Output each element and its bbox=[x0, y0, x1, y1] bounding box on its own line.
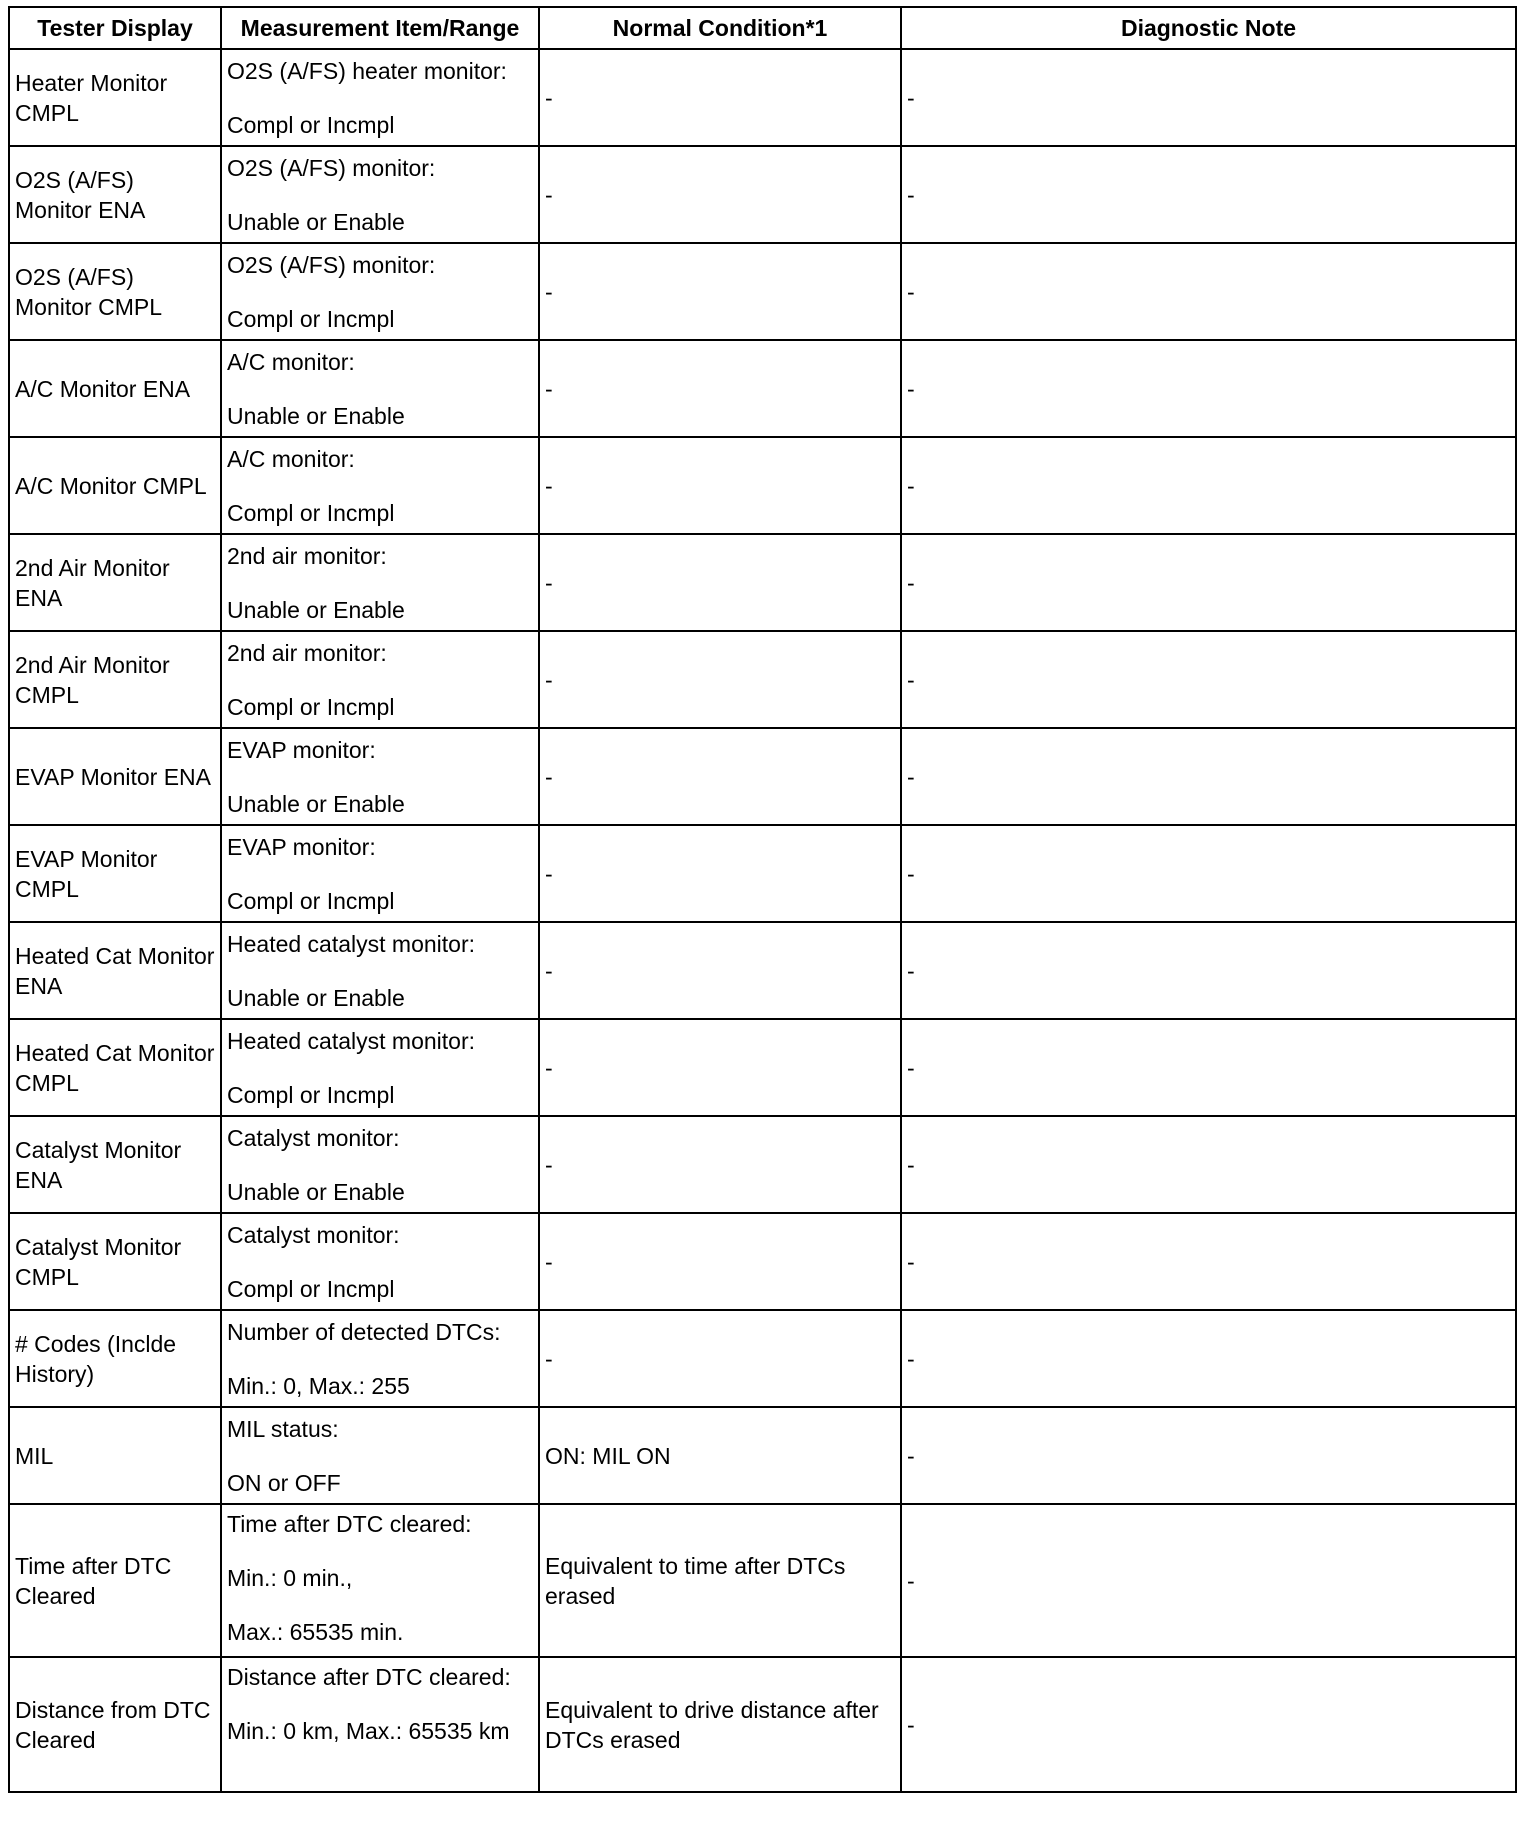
table-row bbox=[9, 1504, 1516, 1657]
cell-tester-display: Catalyst Monitor CMPL bbox=[9, 1213, 221, 1310]
cell-measurement-range bbox=[221, 146, 539, 243]
cell-tester-display: 2nd Air Monitor CMPL bbox=[9, 631, 221, 728]
table-row bbox=[9, 1019, 1516, 1116]
cell-measurement-range bbox=[221, 1019, 539, 1116]
measurement-range-line: Min.: 0, Max.: 255 bbox=[227, 1372, 410, 1399]
measurement-range-line: Unable or Enable bbox=[227, 790, 405, 817]
cell-measurement-range bbox=[221, 728, 539, 825]
measurement-range-line: 2nd air monitor: bbox=[227, 639, 387, 666]
measurement-range-line: 2nd air monitor: bbox=[227, 542, 387, 569]
table-row bbox=[9, 1657, 1516, 1792]
table-row bbox=[9, 1407, 1516, 1504]
measurement-range-line: A/C monitor: bbox=[227, 445, 355, 472]
cell-diagnostic-note: - bbox=[901, 243, 1516, 340]
header-normal-condition: Normal Condition*1 bbox=[539, 7, 901, 49]
measurement-range-line: ON or OFF bbox=[227, 1469, 341, 1496]
cell-diagnostic-note: - bbox=[901, 728, 1516, 825]
cell-diagnostic-note: - bbox=[901, 631, 1516, 728]
cell-measurement-range bbox=[221, 1407, 539, 1504]
cell-diagnostic-note: - bbox=[901, 1504, 1516, 1657]
cell-diagnostic-note: - bbox=[901, 1213, 1516, 1310]
measurement-range-line: Compl or Incmpl bbox=[227, 887, 395, 914]
measurement-range-line: Compl or Incmpl bbox=[227, 1081, 395, 1108]
cell-normal-condition: - bbox=[539, 825, 901, 922]
cell-tester-display: A/C Monitor CMPL bbox=[9, 437, 221, 534]
cell-measurement-range bbox=[221, 1657, 539, 1792]
measurement-range-line: MIL status: bbox=[227, 1415, 339, 1442]
cell-diagnostic-note: - bbox=[901, 146, 1516, 243]
table-row bbox=[9, 534, 1516, 631]
cell-diagnostic-note: - bbox=[901, 1019, 1516, 1116]
cell-normal-condition: - bbox=[539, 728, 901, 825]
table-row bbox=[9, 728, 1516, 825]
cell-tester-display: O2S (A/FS) Monitor ENA bbox=[9, 146, 221, 243]
measurement-range-line: Heated catalyst monitor: bbox=[227, 1027, 476, 1054]
cell-measurement-range bbox=[221, 1504, 539, 1657]
measurement-range-line: Compl or Incmpl bbox=[227, 305, 395, 332]
cell-normal-condition: - bbox=[539, 1019, 901, 1116]
cell-normal-condition: - bbox=[539, 534, 901, 631]
cell-normal-condition: - bbox=[539, 243, 901, 340]
measurement-range-line: EVAP monitor: bbox=[227, 833, 376, 860]
cell-measurement-range bbox=[221, 1116, 539, 1213]
cell-diagnostic-note: - bbox=[901, 49, 1516, 146]
cell-diagnostic-note: - bbox=[901, 534, 1516, 631]
cell-measurement-range bbox=[221, 340, 539, 437]
table-row bbox=[9, 631, 1516, 728]
measurement-range-line: O2S (A/FS) monitor: bbox=[227, 251, 436, 278]
measurement-range-line: Unable or Enable bbox=[227, 1178, 405, 1205]
cell-measurement-range bbox=[221, 1310, 539, 1407]
measurement-range-line: Number of detected DTCs: bbox=[227, 1318, 501, 1345]
measurement-range-line: Unable or Enable bbox=[227, 402, 405, 429]
measurement-range-line: Unable or Enable bbox=[227, 208, 405, 235]
table-body bbox=[9, 49, 1516, 1792]
measurement-range-line: Catalyst monitor: bbox=[227, 1221, 400, 1248]
table-row bbox=[9, 243, 1516, 340]
measurement-range-line: EVAP monitor: bbox=[227, 736, 376, 763]
cell-normal-condition: - bbox=[539, 340, 901, 437]
table-row bbox=[9, 49, 1516, 146]
cell-measurement-range bbox=[221, 1213, 539, 1310]
measurement-range-line: A/C monitor: bbox=[227, 348, 355, 375]
table-row bbox=[9, 146, 1516, 243]
measurement-range-line: O2S (A/FS) heater monitor: bbox=[227, 57, 507, 84]
header-diagnostic-note: Diagnostic Note bbox=[901, 7, 1516, 49]
measurement-range-line: Heated catalyst monitor: bbox=[227, 930, 476, 957]
cell-tester-display: Catalyst Monitor ENA bbox=[9, 1116, 221, 1213]
cell-diagnostic-note: - bbox=[901, 922, 1516, 1019]
table-row bbox=[9, 922, 1516, 1019]
table-row bbox=[9, 340, 1516, 437]
cell-diagnostic-note: - bbox=[901, 1407, 1516, 1504]
table-row bbox=[9, 1116, 1516, 1213]
diagnostic-data-table bbox=[8, 6, 1517, 1793]
table-row bbox=[9, 825, 1516, 922]
cell-tester-display: Distance from DTC Cleared bbox=[9, 1657, 221, 1792]
table-row bbox=[9, 1310, 1516, 1407]
cell-tester-display: Heated Cat Monitor ENA bbox=[9, 922, 221, 1019]
cell-tester-display: A/C Monitor ENA bbox=[9, 340, 221, 437]
header-tester-display: Tester Display bbox=[9, 7, 221, 49]
measurement-range-line: Compl or Incmpl bbox=[227, 693, 395, 720]
header-measurement-item: Measurement Item/Range bbox=[221, 7, 539, 49]
cell-diagnostic-note: - bbox=[901, 340, 1516, 437]
cell-diagnostic-note: - bbox=[901, 825, 1516, 922]
cell-normal-condition: Equivalent to time after DTCs erased bbox=[539, 1504, 901, 1657]
cell-measurement-range bbox=[221, 922, 539, 1019]
cell-tester-display: EVAP Monitor ENA bbox=[9, 728, 221, 825]
measurement-range-line: Time after DTC cleared: bbox=[227, 1511, 472, 1537]
cell-measurement-range bbox=[221, 49, 539, 146]
cell-tester-display: # Codes (Inclde History) bbox=[9, 1310, 221, 1407]
table-row bbox=[9, 1213, 1516, 1310]
cell-normal-condition: - bbox=[539, 922, 901, 1019]
cell-normal-condition: - bbox=[539, 146, 901, 243]
cell-normal-condition: ON: MIL ON bbox=[539, 1407, 901, 1504]
cell-normal-condition: - bbox=[539, 1116, 901, 1213]
measurement-range-line: Unable or Enable bbox=[227, 596, 405, 623]
cell-measurement-range bbox=[221, 534, 539, 631]
cell-tester-display: O2S (A/FS) Monitor CMPL bbox=[9, 243, 221, 340]
measurement-range-line: Compl or Incmpl bbox=[227, 1275, 395, 1302]
measurement-range-line: Compl or Incmpl bbox=[227, 499, 395, 526]
measurement-range-line: O2S (A/FS) monitor: bbox=[227, 154, 436, 181]
measurement-range-line: Min.: 0 min., bbox=[227, 1565, 353, 1591]
cell-tester-display: Time after DTC Cleared bbox=[9, 1504, 221, 1657]
cell-diagnostic-note: - bbox=[901, 1116, 1516, 1213]
cell-diagnostic-note: - bbox=[901, 437, 1516, 534]
cell-tester-display: MIL bbox=[9, 1407, 221, 1504]
cell-tester-display: EVAP Monitor CMPL bbox=[9, 825, 221, 922]
cell-normal-condition: - bbox=[539, 437, 901, 534]
measurement-range-line: Compl or Incmpl bbox=[227, 111, 395, 138]
cell-measurement-range bbox=[221, 631, 539, 728]
measurement-range-line: Unable or Enable bbox=[227, 984, 405, 1011]
cell-normal-condition: - bbox=[539, 1310, 901, 1407]
cell-tester-display: Heated Cat Monitor CMPL bbox=[9, 1019, 221, 1116]
cell-measurement-range bbox=[221, 243, 539, 340]
measurement-range-line: Min.: 0 km, Max.: 65535 km bbox=[227, 1718, 510, 1744]
cell-normal-condition: - bbox=[539, 631, 901, 728]
cell-measurement-range bbox=[221, 437, 539, 534]
measurement-range-line: Distance after DTC cleared: bbox=[227, 1664, 511, 1690]
measurement-range-line: Catalyst monitor: bbox=[227, 1124, 400, 1151]
cell-diagnostic-note: - bbox=[901, 1657, 1516, 1792]
cell-measurement-range bbox=[221, 825, 539, 922]
table-header-row bbox=[9, 7, 1516, 49]
cell-normal-condition: - bbox=[539, 1213, 901, 1310]
cell-normal-condition: - bbox=[539, 49, 901, 146]
cell-normal-condition: Equivalent to drive distance after DTCs erased bbox=[539, 1657, 901, 1792]
measurement-range-line: Max.: 65535 min. bbox=[227, 1619, 404, 1645]
cell-diagnostic-note: - bbox=[901, 1310, 1516, 1407]
table-row bbox=[9, 437, 1516, 534]
cell-tester-display: Heater Monitor CMPL bbox=[9, 49, 221, 146]
cell-tester-display: 2nd Air Monitor ENA bbox=[9, 534, 221, 631]
